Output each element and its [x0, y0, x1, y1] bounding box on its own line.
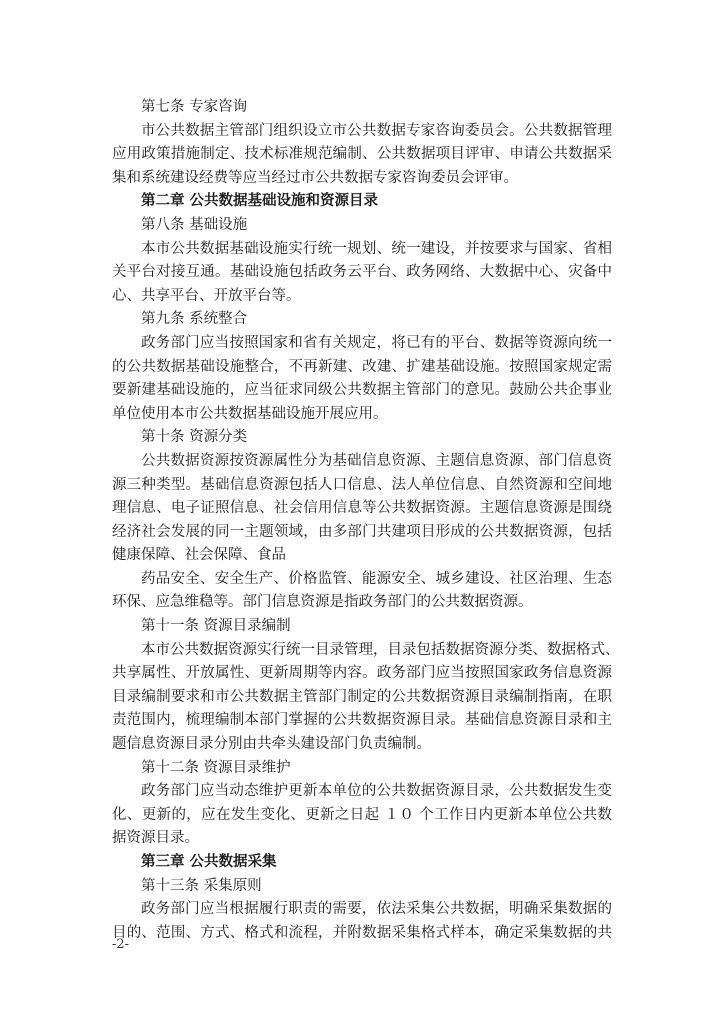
chapter-heading: 第三章 公共数据采集: [141, 854, 277, 870]
body-text-line: 药品安全、安全生产、价格监管、能源安全、城乡建设、社区治理、生态: [141, 570, 612, 587]
body-text-line: 环保、应急维稳等。部门信息资源是指政务部门的公共数据资源。: [112, 594, 533, 611]
body-text-line: 责范围内，梳理编制本部门掌握的公共数据资源目录。基础信息资源目录和主: [112, 712, 612, 729]
article-heading: 第九条 系统整合: [141, 311, 248, 328]
body-text-line: 健康保障、社会保障、食品: [112, 547, 286, 564]
body-text-line: 源三种类型。基础信息资源包括人口信息、法人单位信息、自然资源和空间地: [112, 476, 612, 493]
article-heading: 第八条 基础设施: [141, 216, 248, 233]
body-text-line: 经济社会发展的同一主题领域，由多部门共建项目形成的公共数据资源，包括: [112, 523, 612, 540]
body-text-line: 心、共享平台、开放平台等。: [112, 287, 301, 304]
article-heading: 第十条 资源分类: [141, 429, 248, 446]
article-heading: 第十三条 采集原则: [141, 877, 262, 894]
page-number: -2-: [112, 937, 130, 952]
article-heading: 第十一条 资源目录编制: [141, 618, 291, 635]
body-text-line: 市公共数据主管部门组织设立市公共数据专家咨询委员会。公共数据管理: [141, 122, 612, 139]
body-text-line: 应用政策措施制定、技术标准规范编制、公共数据项目评审、申请公共数据采: [112, 146, 612, 163]
chapter-heading: 第二章 公共数据基础设施和资源目录: [141, 193, 379, 210]
document-body: [112, 96, 620, 945]
body-text-line: 集和系统建设经费等应当经过市公共数据专家咨询委员会评审。: [112, 169, 518, 186]
body-text-line: 公共数据资源按资源属性分为基础信息资源、主题信息资源、部门信息资: [141, 452, 612, 469]
article-heading: 第十二条 资源目录维护: [141, 759, 291, 776]
body-text-line: 目的、范围、方式、格式和流程，并附数据采集格式样本，确定采集数据的共: [112, 924, 612, 941]
body-text-line: 的公共数据基础设施整合，不再新建、改建、扩建基础设施。按照国家规定需: [112, 358, 612, 375]
body-text-line: 关平台对接互通。基础设施包括政务云平台、政务网络、大数据中心、灾备中: [112, 264, 612, 281]
article-heading: 第七条 专家咨询: [141, 99, 248, 115]
body-text-line: 单位使用本市公共数据基础设施开展应用。: [112, 405, 388, 422]
body-text-line: 化、更新的，应在发生变化、更新之日起 １０ 个工作日内更新本单位公共数: [112, 806, 612, 823]
body-text-line: 题信息资源目录分别由共牵头建设部门负责编制。: [112, 736, 431, 753]
body-text-line: 政务部门应当按照国家和省有关规定，将已有的平台、数据等资源向统一: [141, 334, 612, 351]
body-text-line: 要新建基础设施的，应当征求同级公共数据主管部门的意见。鼓励公共企事业: [112, 382, 612, 399]
body-text-line: 政务部门应当动态维护更新本单位的公共数据资源目录，公共数据发生变: [141, 783, 612, 800]
body-text-line: 本市公共数据资源实行统一目录管理，目录包括数据资源分类、数据格式、: [141, 641, 620, 658]
body-text-line: 目录编制要求和市公共数据主管部门制定的公共数据资源目录编制指南，在职: [112, 688, 612, 705]
body-text-line: 共享属性、开放属性、更新周期等内容。政务部门应当按照国家政务信息资源: [112, 665, 612, 682]
body-text-line: 本市公共数据基础设施实行统一规划、统一建设，并按要求与国家、省相: [141, 240, 612, 257]
body-text-line: 据资源目录。: [112, 830, 199, 847]
body-text-line: 政务部门应当根据履行职责的需要，依法采集公共数据，明确采集数据的: [141, 901, 612, 918]
body-text-line: 理信息、电子证照信息、社会信用信息等公共数据资源。主题信息资源是围绕: [112, 500, 612, 517]
